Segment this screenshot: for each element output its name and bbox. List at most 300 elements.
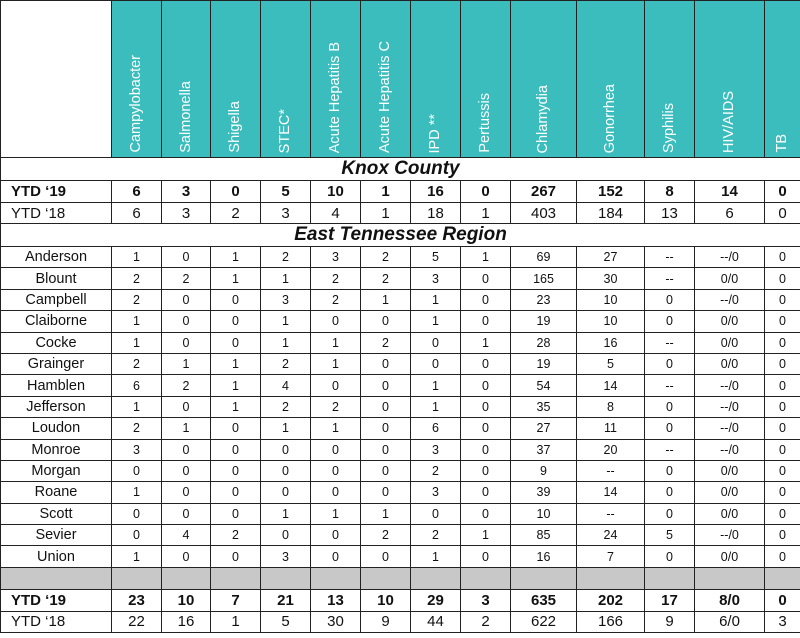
table-cell: 18 xyxy=(411,203,461,224)
column-header xyxy=(461,1,511,158)
table-cell: 0 xyxy=(765,353,800,374)
column-header-label: Acute Hepatitis B xyxy=(327,41,343,153)
column-header-wrap xyxy=(577,3,644,157)
county-row-label: Anderson xyxy=(1,247,112,268)
spacer-cell xyxy=(695,567,765,589)
table-cell: 1 xyxy=(112,546,162,567)
table-cell: 0 xyxy=(765,181,800,203)
table-cell: 0 xyxy=(361,418,411,439)
spacer-cell xyxy=(261,567,311,589)
table-cell: 166 xyxy=(577,611,645,632)
table-cell: 0 xyxy=(765,546,800,567)
column-header xyxy=(577,1,645,158)
spacer-cell xyxy=(461,567,511,589)
column-header xyxy=(261,1,311,158)
table-cell: 0 xyxy=(361,311,411,332)
spacer-cell xyxy=(765,567,800,589)
column-header-wrap xyxy=(361,3,410,157)
table-cell: -- xyxy=(645,375,695,396)
table-cell: 0 xyxy=(211,482,261,503)
region-ytd18-row-label: YTD ‘18 xyxy=(1,611,112,632)
table-cell: 202 xyxy=(577,589,645,611)
table-cell: 184 xyxy=(577,203,645,224)
table-cell: 0 xyxy=(211,418,261,439)
spacer-cell xyxy=(311,567,361,589)
table-cell: 30 xyxy=(577,268,645,289)
spacer-cell xyxy=(577,567,645,589)
column-header-wrap xyxy=(261,3,310,157)
table-cell: 0 xyxy=(162,332,211,353)
table-cell: 0 xyxy=(765,525,800,546)
column-header-label: Syphilis xyxy=(661,103,677,153)
table-cell: 19 xyxy=(511,353,577,374)
column-header-wrap xyxy=(211,3,260,157)
table-cell: 1 xyxy=(361,203,411,224)
table-cell: 0 xyxy=(461,503,511,524)
table-cell: 0 xyxy=(461,418,511,439)
table-cell: 3 xyxy=(461,589,511,611)
table-cell: 0 xyxy=(765,375,800,396)
table-cell: 1 xyxy=(461,247,511,268)
county-row xyxy=(1,396,800,417)
table-cell: 1 xyxy=(211,375,261,396)
table-cell: 10 xyxy=(361,589,411,611)
county-row-label: Grainger xyxy=(1,353,112,374)
county-row xyxy=(1,268,800,289)
table-cell: 0 xyxy=(112,460,162,481)
table-cell: 0 xyxy=(261,439,311,460)
table-cell: 0 xyxy=(261,482,311,503)
spacer-cell xyxy=(162,567,211,589)
table-cell: 19 xyxy=(511,311,577,332)
table-cell: 22 xyxy=(112,611,162,632)
table-cell: 0/0 xyxy=(695,482,765,503)
county-row-label: Monroe xyxy=(1,439,112,460)
knox-county-heading-title: Knox County xyxy=(1,158,800,181)
table-cell: 2 xyxy=(311,268,361,289)
table-cell: 69 xyxy=(511,247,577,268)
column-header-wrap xyxy=(112,3,161,157)
table-cell: 1 xyxy=(311,503,361,524)
table-cell: 8 xyxy=(645,181,695,203)
table-cell: 0 xyxy=(361,546,411,567)
table-cell: 0/0 xyxy=(695,332,765,353)
knox-county-heading-row xyxy=(1,158,800,181)
table-cell: 13 xyxy=(645,203,695,224)
county-row xyxy=(1,503,800,524)
table-cell: 0/0 xyxy=(695,353,765,374)
county-row xyxy=(1,418,800,439)
table-cell: 1 xyxy=(311,353,361,374)
column-header xyxy=(211,1,261,158)
table-cell: 1 xyxy=(411,396,461,417)
county-row-label: Campbell xyxy=(1,289,112,310)
table-cell: 13 xyxy=(311,589,361,611)
county-row-label: Jefferson xyxy=(1,396,112,417)
table-cell: --/0 xyxy=(695,525,765,546)
table-cell: 7 xyxy=(577,546,645,567)
table-cell: 1 xyxy=(211,611,261,632)
table-cell: 0 xyxy=(162,503,211,524)
table-cell: 1 xyxy=(311,418,361,439)
table-cell: 0 xyxy=(211,439,261,460)
knox-ytd18-row xyxy=(1,203,800,224)
table-cell: 6/0 xyxy=(695,611,765,632)
table-cell: 21 xyxy=(261,589,311,611)
column-header-label: Acute Hepatitis C xyxy=(377,40,393,153)
table-cell: 6 xyxy=(112,375,162,396)
table-cell: 35 xyxy=(511,396,577,417)
table-cell: 10 xyxy=(162,589,211,611)
table-cell: 0 xyxy=(211,181,261,203)
table-cell: 0 xyxy=(765,247,800,268)
table-cell: --/0 xyxy=(695,375,765,396)
table-cell: 3 xyxy=(261,289,311,310)
table-cell: 27 xyxy=(577,247,645,268)
table-cell: 2 xyxy=(311,396,361,417)
county-row xyxy=(1,332,800,353)
spacer-cell xyxy=(411,567,461,589)
table-cell: 8 xyxy=(577,396,645,417)
county-row xyxy=(1,525,800,546)
table-cell: 0 xyxy=(162,482,211,503)
region-ytd18-row xyxy=(1,611,800,632)
spacer-cell xyxy=(211,567,261,589)
spacer-cell xyxy=(112,567,162,589)
table-cell: 0 xyxy=(461,482,511,503)
table-cell: 1 xyxy=(162,418,211,439)
column-header xyxy=(162,1,211,158)
column-header-label: IPD ** xyxy=(427,113,443,153)
table-cell: 1 xyxy=(411,546,461,567)
table-cell: 0 xyxy=(461,268,511,289)
table-cell: 0/0 xyxy=(695,546,765,567)
spacer-cell xyxy=(511,567,577,589)
table-cell: 2 xyxy=(411,460,461,481)
column-header-label: Pertussis xyxy=(477,93,493,153)
table-cell: 3 xyxy=(411,482,461,503)
table-cell: 0 xyxy=(112,525,162,546)
table-cell: 0 xyxy=(311,460,361,481)
table-cell: 0 xyxy=(211,311,261,332)
table-cell: --/0 xyxy=(695,418,765,439)
table-cell: 2 xyxy=(162,268,211,289)
table-cell: 11 xyxy=(577,418,645,439)
table-cell: 10 xyxy=(511,503,577,524)
county-row xyxy=(1,353,800,374)
county-row xyxy=(1,311,800,332)
table-cell: -- xyxy=(577,460,645,481)
table-cell: 0 xyxy=(645,289,695,310)
table-cell: 5 xyxy=(261,611,311,632)
table-cell: 20 xyxy=(577,439,645,460)
table-cell: 8/0 xyxy=(695,589,765,611)
column-header-wrap xyxy=(695,3,764,157)
table-cell: 1 xyxy=(361,181,411,203)
spacer-cell xyxy=(361,567,411,589)
table-cell: 2 xyxy=(211,525,261,546)
table-cell: 1 xyxy=(211,247,261,268)
table-cell: 0 xyxy=(645,546,695,567)
table-cell: --/0 xyxy=(695,439,765,460)
table-cell: 6 xyxy=(695,203,765,224)
county-row-label: Roane xyxy=(1,482,112,503)
table-cell: 2 xyxy=(112,418,162,439)
table-cell: 24 xyxy=(577,525,645,546)
table-cell: 2 xyxy=(211,203,261,224)
table-cell: 6 xyxy=(411,418,461,439)
table-cell: 1 xyxy=(112,396,162,417)
column-header-label: Gonorrhea xyxy=(602,83,618,153)
table-cell: 0 xyxy=(361,439,411,460)
table-cell: 0 xyxy=(361,396,411,417)
table-cell: 1 xyxy=(112,247,162,268)
table-cell: 16 xyxy=(162,611,211,632)
table-cell: 9 xyxy=(361,611,411,632)
column-header-wrap xyxy=(461,3,510,157)
table-cell: 0 xyxy=(765,332,800,353)
table-cell: 29 xyxy=(411,589,461,611)
spacer-row xyxy=(1,567,800,589)
table-cell: 0 xyxy=(211,289,261,310)
table-cell: 2 xyxy=(311,289,361,310)
column-header xyxy=(511,1,577,158)
table-cell: 165 xyxy=(511,268,577,289)
table-cell: 0 xyxy=(765,289,800,310)
knox-ytd19-row xyxy=(1,181,800,203)
table-cell: 1 xyxy=(261,268,311,289)
east-tennessee-heading-title: East Tennessee Region xyxy=(1,224,800,247)
table-cell: 0 xyxy=(765,203,800,224)
column-header-label: TB xyxy=(774,134,790,153)
table-cell: 0 xyxy=(645,418,695,439)
table-cell: 0 xyxy=(765,268,800,289)
county-row xyxy=(1,460,800,481)
table-cell: 1 xyxy=(211,268,261,289)
column-header xyxy=(411,1,461,158)
county-row xyxy=(1,439,800,460)
table-cell: 0 xyxy=(645,353,695,374)
table-cell: 0 xyxy=(645,460,695,481)
table-cell: 0 xyxy=(361,460,411,481)
table-cell: 0 xyxy=(211,503,261,524)
table-cell: 6 xyxy=(112,181,162,203)
table-cell: 0/0 xyxy=(695,503,765,524)
header-row xyxy=(1,1,800,158)
knox-ytd19-row-label: YTD ‘19 xyxy=(1,181,112,203)
table-cell: 1 xyxy=(211,353,261,374)
table-cell: 1 xyxy=(361,289,411,310)
knox-ytd18-row-label: YTD ‘18 xyxy=(1,203,112,224)
table-cell: 1 xyxy=(461,332,511,353)
table-cell: 6 xyxy=(112,203,162,224)
table-cell: 0 xyxy=(311,311,361,332)
table-cell: 1 xyxy=(162,353,211,374)
table-cell: 0 xyxy=(461,460,511,481)
table-cell: 0 xyxy=(765,460,800,481)
table-cell: 0 xyxy=(311,482,361,503)
table-cell: 0 xyxy=(461,289,511,310)
county-row-label: Loudon xyxy=(1,418,112,439)
table-cell: -- xyxy=(645,332,695,353)
county-row-label: Union xyxy=(1,546,112,567)
table-cell: 0 xyxy=(765,311,800,332)
table-cell: 0 xyxy=(162,289,211,310)
table-cell: 16 xyxy=(411,181,461,203)
column-header-label: Shigella xyxy=(227,101,243,153)
table-cell: 0 xyxy=(311,546,361,567)
table-cell: 0 xyxy=(461,311,511,332)
table-cell: 0 xyxy=(162,439,211,460)
table-cell: 0/0 xyxy=(695,311,765,332)
table-cell: 152 xyxy=(577,181,645,203)
table-cell: 1 xyxy=(112,482,162,503)
table-cell: 0/0 xyxy=(695,268,765,289)
table-cell: 44 xyxy=(411,611,461,632)
table-cell: 1 xyxy=(411,311,461,332)
table-cell: 27 xyxy=(511,418,577,439)
table-cell: 3 xyxy=(112,439,162,460)
table-cell: 2 xyxy=(361,525,411,546)
column-header-wrap xyxy=(511,3,576,157)
table-cell: 5 xyxy=(261,181,311,203)
table-cell: 0 xyxy=(765,418,800,439)
table-cell: 0 xyxy=(645,482,695,503)
table-cell: 10 xyxy=(311,181,361,203)
county-row-label: Hamblen xyxy=(1,375,112,396)
table-cell: 622 xyxy=(511,611,577,632)
column-header xyxy=(695,1,765,158)
county-row-label: Claiborne xyxy=(1,311,112,332)
table-cell: 2 xyxy=(261,353,311,374)
header-corner xyxy=(1,1,112,158)
county-row xyxy=(1,546,800,567)
table-cell: 0 xyxy=(461,353,511,374)
table-cell: 14 xyxy=(577,375,645,396)
table-cell: 0 xyxy=(162,546,211,567)
column-header-wrap xyxy=(311,3,360,157)
table-cell: 2 xyxy=(261,396,311,417)
table-cell: 0 xyxy=(461,546,511,567)
table-cell: 0 xyxy=(361,353,411,374)
table-cell: 5 xyxy=(577,353,645,374)
table-cell: 28 xyxy=(511,332,577,353)
table-cell: 2 xyxy=(361,332,411,353)
table-cell: 16 xyxy=(511,546,577,567)
table-cell: 1 xyxy=(211,396,261,417)
table-cell: 0 xyxy=(645,311,695,332)
table-cell: 2 xyxy=(112,268,162,289)
table-cell: 1 xyxy=(261,311,311,332)
table-cell: 0 xyxy=(645,503,695,524)
table-cell: 3 xyxy=(162,181,211,203)
table-cell: 0 xyxy=(261,460,311,481)
table-cell: 1 xyxy=(261,332,311,353)
column-header xyxy=(645,1,695,158)
spacer-cell xyxy=(1,567,112,589)
table-cell: 0 xyxy=(311,439,361,460)
column-header-label: HIV/AIDS xyxy=(721,90,737,153)
table-cell: 2 xyxy=(411,525,461,546)
table-cell: --/0 xyxy=(695,247,765,268)
table-cell: 2 xyxy=(261,247,311,268)
table-cell: 4 xyxy=(311,203,361,224)
table-cell: 1 xyxy=(461,203,511,224)
column-header-wrap xyxy=(765,3,800,157)
table-cell: 1 xyxy=(261,503,311,524)
table-cell: 0/0 xyxy=(695,460,765,481)
table-cell: 0 xyxy=(211,460,261,481)
spacer-cell xyxy=(645,567,695,589)
table-cell: 14 xyxy=(577,482,645,503)
table-cell: 1 xyxy=(261,418,311,439)
table-cell: 3 xyxy=(411,268,461,289)
county-row xyxy=(1,247,800,268)
table-cell: 0 xyxy=(162,311,211,332)
county-row-label: Morgan xyxy=(1,460,112,481)
table-cell: 0 xyxy=(411,353,461,374)
table-cell: 10 xyxy=(577,311,645,332)
table-cell: 0 xyxy=(261,525,311,546)
table-cell: 3 xyxy=(162,203,211,224)
table-cell: 403 xyxy=(511,203,577,224)
table-cell: 3 xyxy=(261,203,311,224)
table-cell: 0 xyxy=(461,439,511,460)
county-row xyxy=(1,482,800,503)
table-cell: 23 xyxy=(511,289,577,310)
table-cell: 2 xyxy=(461,611,511,632)
table-cell: 0 xyxy=(311,525,361,546)
table-cell: 0 xyxy=(645,396,695,417)
table-cell: 3 xyxy=(765,611,800,632)
table-cell: 0 xyxy=(211,546,261,567)
table-cell: 0 xyxy=(461,375,511,396)
table-cell: --/0 xyxy=(695,289,765,310)
county-row-label: Sevier xyxy=(1,525,112,546)
county-row-label: Blount xyxy=(1,268,112,289)
table-cell: 1 xyxy=(112,311,162,332)
table-cell: 0 xyxy=(461,396,511,417)
column-header-label: Campylobacter xyxy=(128,55,144,153)
east-tennessee-heading-row xyxy=(1,224,800,247)
table-cell: 267 xyxy=(511,181,577,203)
table-cell: 17 xyxy=(645,589,695,611)
county-row-label: Cocke xyxy=(1,332,112,353)
table-cell: 0 xyxy=(411,332,461,353)
table-cell: -- xyxy=(645,439,695,460)
column-header-label: STEC* xyxy=(277,108,293,153)
table-cell: 2 xyxy=(162,375,211,396)
table-cell: 1 xyxy=(311,332,361,353)
column-header xyxy=(361,1,411,158)
table-cell: -- xyxy=(645,247,695,268)
column-header xyxy=(112,1,162,158)
county-row xyxy=(1,289,800,310)
table-cell: 16 xyxy=(577,332,645,353)
table-cell: 0 xyxy=(765,439,800,460)
column-header-label: Chlamydia xyxy=(535,84,551,153)
table-cell: 0 xyxy=(112,503,162,524)
table-cell: -- xyxy=(577,503,645,524)
column-header-label: Salmonella xyxy=(177,81,194,153)
region-ytd19-row xyxy=(1,589,800,611)
table-cell: 7 xyxy=(211,589,261,611)
table-cell: 4 xyxy=(162,525,211,546)
table-cell: 9 xyxy=(645,611,695,632)
column-header xyxy=(765,1,800,158)
table-body xyxy=(1,1,800,633)
table-cell: 10 xyxy=(577,289,645,310)
